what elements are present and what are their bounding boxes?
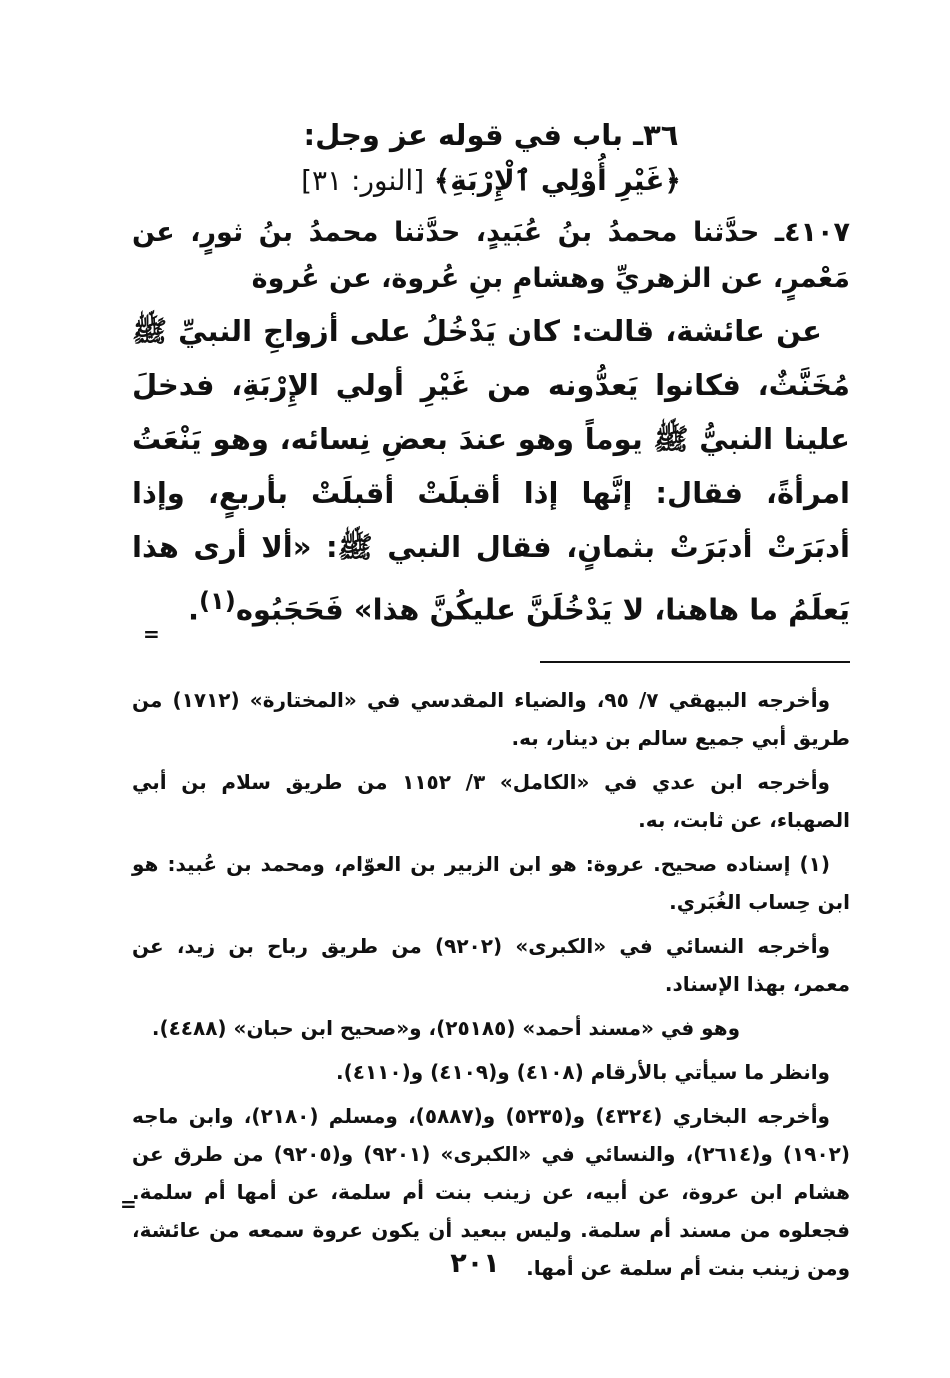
quran-verse: ﴿غَيْرِ أُوْلِي ٱلْإِرْبَةِ﴾ <box>433 164 681 197</box>
continues-next-mark: = <box>120 1192 137 1216</box>
verse-reference: [النور: ٣١] <box>301 164 425 197</box>
continued-from-previous-mark: = <box>143 622 160 646</box>
footnote-paragraph: وأخرجه النسائي في «الكبرى» (٩٢٠٢) من طريق رباح بن زيد، عن معمر، بهذا الإسناد. <box>132 933 850 996</box>
footnote-paragraph: وأخرجه البيهقي ٧/ ٩٥، والضياء المقدسي في «المختارة» (١٧١٢) من طريق أبي جميع سالم بن دينار، به. <box>132 687 850 750</box>
hadith-matn: عن عائشة، قالت: كان يَدْخُلُ على أزواجِ النبيِّ ﷺ مُخَنَّثٌ، فكانوا يَعدُّونه من غَيْرِ أولي الإِرْبَةِ، فدخلَ علينا النبيُّ ﷺ يوماً وهو عندَ بعضِ نِسائه، وهو يَنْعَتُ امرأةً، فقال: إنَّها إذا أقبلَتْ أقبلَتْ بأربعٍ، وإذا أدبَرَتْ أدبَرَتْ بثمانٍ، فقال النبي ﷺ: «ألا أرى هذا يَعلَمُ ما هاهنا، لا يَدْخُلَنَّ عليكُنَّ هذا» فَحَجَبُوه <box>132 314 850 627</box>
footnote-paragraph: (١) إسناده صحيح. عروة: هو ابن الزبير بن العوّام، ومحمد بن عُبيد: هو ابن حِساب الغُبَري. <box>132 851 850 914</box>
hadith-isnad: ٤١٠٧ـ حدَّثنا محمدُ بنُ عُبَيدٍ، حدَّثنا محمدُ بنُ ثورٍ، عن مَعْمرٍ، عن الزهريِّ وهشامِ بنِ عُروة، عن عُروة <box>132 217 850 294</box>
hadith-matn-paragraph <box>132 304 850 637</box>
chapter-title: ٣٦ـ باب في قوله عز وجل: <box>303 118 679 152</box>
footnote-paragraph: وهو في «مسند أحمد» (٢٥١٨٥)، و«صحيح ابن حبان» (٤٤٨٨). <box>151 1015 740 1040</box>
matn-end: . <box>187 592 199 627</box>
footnote-paragraph: وأخرجه البخاري (٤٣٢٤) و(٥٢٣٥) و(٥٨٨٧)، ومسلم (٢١٨٠)، وابن ماجه (١٩٠٢) و(٢٦١٤)، والنسائي في «الكبرى» (٩٢٠١) و(٩٢٠٥) من طرق عن هشام ابن عروة، عن أبيه، عن زينب بنت أم سلمة، عن أمها أم سلمة. فجعلوه من مسند أم سلمة. وليس ببعيد أن يكون عروة سمعه من عائشة، ومن زينب بنت أم سلمة عن أمها. <box>132 1103 851 1280</box>
footnote-marker: (١) <box>198 587 236 615</box>
footnote-paragraph: وانظر ما سيأتي بالأرقام (٤١٠٨) و(٤١٠٩) و(٤١١٠). <box>336 1059 830 1084</box>
page-number: ٢٠١ <box>450 1248 500 1279</box>
footnote-paragraph: وأخرجه ابن عدي في «الكامل» ٣/ ١١٥٢ من طريق سلام بن أبي الصهباء، عن ثابت، به. <box>132 769 850 832</box>
quran-verse-line <box>132 158 850 204</box>
footnote-divider <box>540 661 850 663</box>
footnotes <box>132 681 850 1287</box>
